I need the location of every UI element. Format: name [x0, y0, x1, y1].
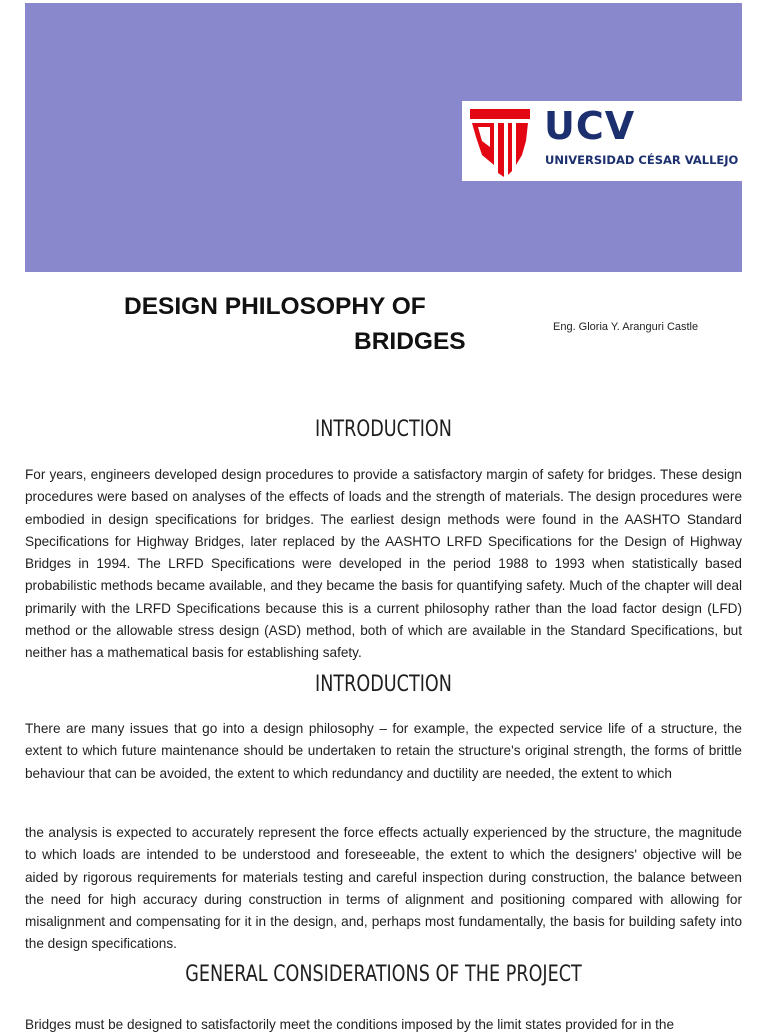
- logo-university-name: UNIVERSIDAD CÉSAR VALLEJO: [545, 153, 739, 167]
- document-title-line1: DESIGN PHILOSOPHY OF: [124, 293, 426, 320]
- section-body-introduction-2-part2: the analysis is expected to accurately represent the force effects actually experienced by the structure, the magnitude to which loads are intended to be understood and foreseeable, the extent to which the designers' objective will be aided by rigorous requirements for materials testing and careful inspection during construction, the balance between the need for high accuracy during construction in terms of alignment and positioning compared with allowing for misalignment and compensating for it in the design, and, perhaps most fundamentally, the basis for building safety into the design specifications.: [25, 825, 742, 952]
- document-title-line2: BRIDGES: [354, 328, 466, 355]
- section-heading-introduction: INTRODUCTION: [315, 417, 452, 442]
- section-heading-general-considerations: GENERAL CONSIDERATIONS OF THE PROJECT: [185, 962, 582, 987]
- author-name: Eng. Gloria Y. Aranguri Castle: [553, 321, 699, 333]
- section-heading-introduction-2: INTRODUCTION: [315, 672, 452, 697]
- university-logo: [462, 101, 742, 181]
- ucv-shield-icon: [468, 107, 532, 179]
- section-body-general-considerations: Bridges must be designed to satisfactorily meet the conditions imposed by the limit states provided for in the: [25, 1017, 675, 1032]
- section-body-introduction: For years, engineers developed design procedures to provide a satisfactory margin of safety for bridges. These design procedures were based on analyses of the effects of loads and the strength of materials. The design procedures were embodied in design specifications for bridges. The earliest design methods were found in the AASHTO Standard Specifications for Highway Bridges, later replaced by the AASHTO LRFD Specifications for the Design of Highway Bridges in 1994. The LRFD Specifications were developed in the period 1988 to 1993 when statistically based probabilistic methods became available, and they became the basis for quantifying safety. Much of the chapter will deal primarily with the LRFD Specifications because this is a current philosophy rather than the load factor design (LFD) method or the allowable stress design (ASD) method, both of which are available in the Standard Specifications, but neither has a mathematical basis for establishing safety.: [25, 467, 742, 661]
- logo-abbreviation: UCV: [544, 104, 636, 148]
- section-body-introduction-2-part1: There are many issues that go into a design philosophy – for example, the expected service life of a structure, the extent to which future maintenance should be undertaken to retain the structure's original strength, the forms of brittle behaviour that can be avoided, the extent to which redundancy and ductility are needed, the extent to which: [25, 721, 742, 781]
